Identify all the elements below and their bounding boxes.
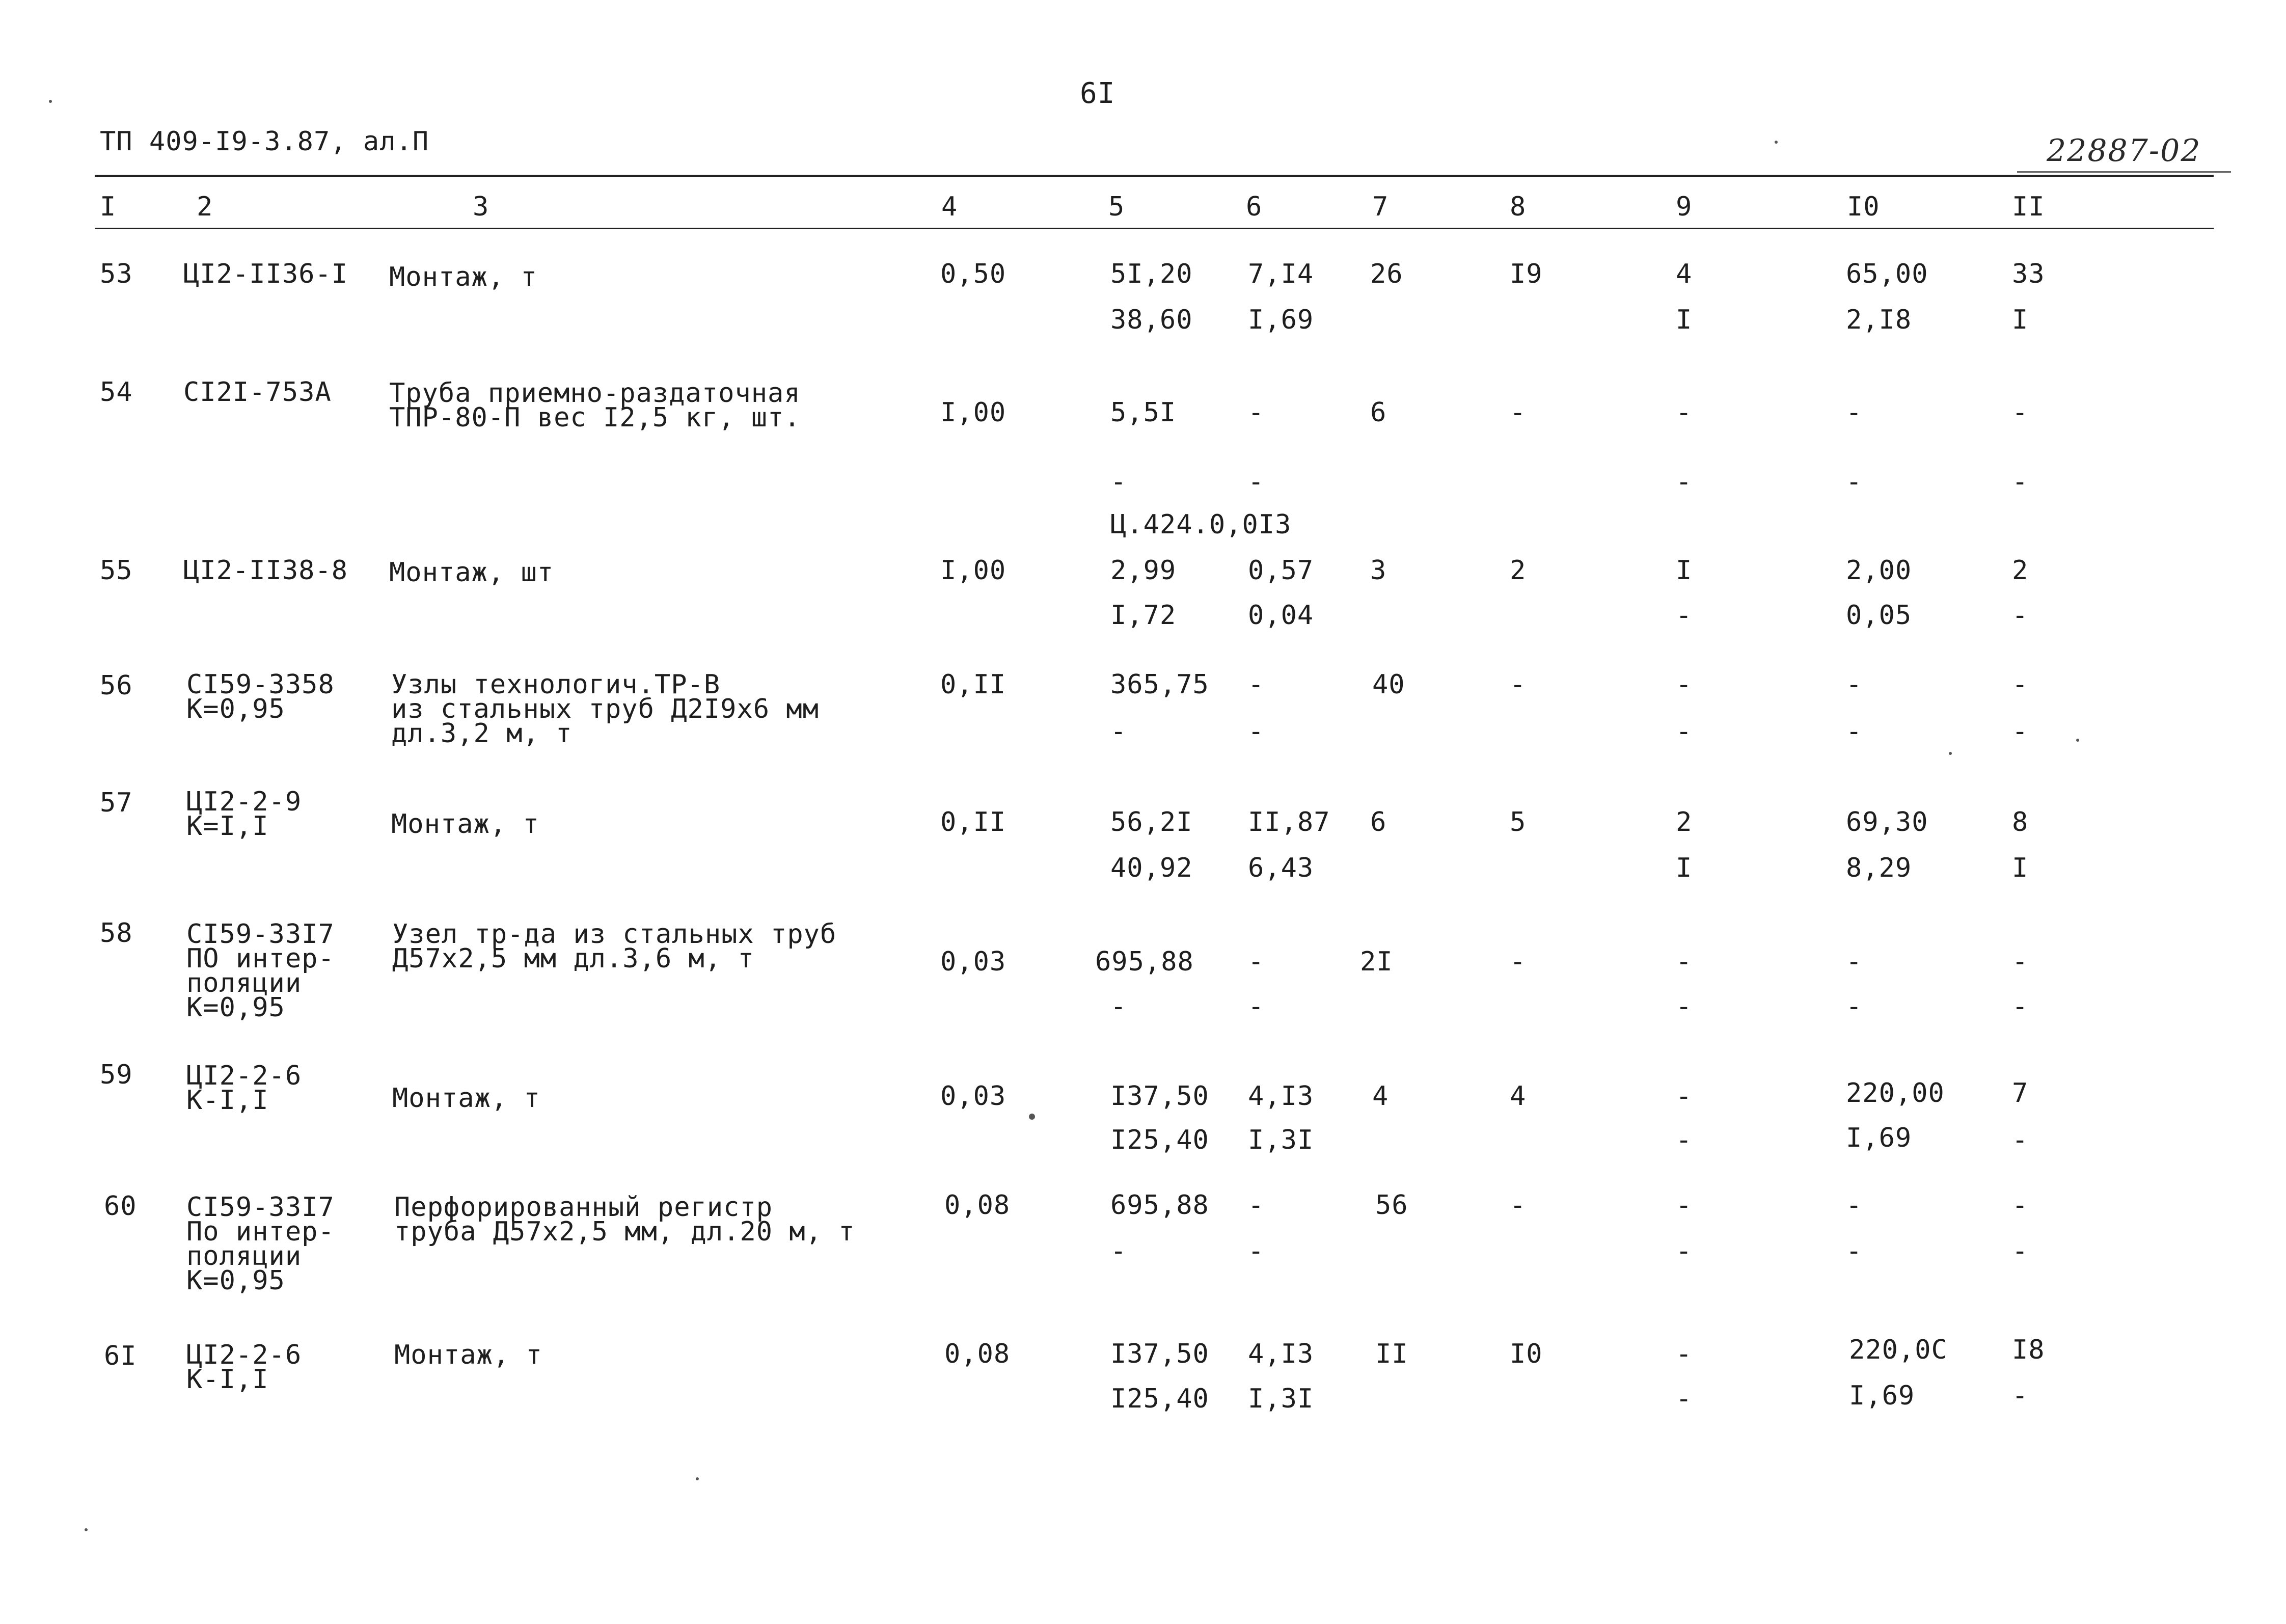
row-quantity: 0,03 bbox=[940, 1081, 1006, 1112]
row-col6-bottom: - bbox=[1248, 467, 1265, 497]
row-col10-bottom: 2,I8 bbox=[1846, 305, 1912, 335]
row-col9-top: - bbox=[1676, 1081, 1693, 1112]
row-col10-top: 220,0C bbox=[1849, 1335, 1948, 1365]
row-col11-bottom: I bbox=[2012, 305, 2029, 335]
row-description: Труба приемно-раздаточная ТПР-80-П вес I2,5 кг, шт. bbox=[389, 378, 801, 433]
row-quantity: 0,II bbox=[940, 807, 1006, 837]
row-quantity: 0,50 bbox=[940, 259, 1006, 289]
row-col10-bottom: - bbox=[1846, 991, 1863, 1022]
row-col9-bottom: I bbox=[1676, 853, 1693, 883]
row-col5-bottom: - bbox=[1110, 991, 1127, 1022]
row-col5-top: 56,2I bbox=[1110, 807, 1193, 837]
row-col5-top: 5I,20 bbox=[1110, 259, 1193, 289]
scan-speck bbox=[2076, 739, 2079, 742]
row-col11-bottom: - bbox=[2012, 991, 2029, 1022]
row-quantity: 0,08 bbox=[944, 1339, 1011, 1369]
row-col7: 3 bbox=[1370, 555, 1387, 586]
row-col6-top: II,87 bbox=[1248, 807, 1330, 837]
row-col10-bottom: - bbox=[1846, 1236, 1863, 1266]
row-number: 56 bbox=[100, 670, 133, 701]
row-col11-top: - bbox=[2012, 669, 2029, 700]
col-header-5: 5 bbox=[1108, 192, 1125, 222]
scan-speck bbox=[49, 100, 52, 103]
row-col10-bottom: 0,05 bbox=[1846, 600, 1912, 631]
row-col5-top: I37,50 bbox=[1110, 1339, 1209, 1369]
row-col9-top: - bbox=[1676, 1190, 1693, 1221]
row-quantity: 0,II bbox=[940, 669, 1006, 700]
col-header-11: II bbox=[2012, 192, 2045, 222]
row-col9-top: I bbox=[1676, 555, 1693, 586]
table-top-rule bbox=[95, 175, 2214, 177]
row-col10-top: 220,00 bbox=[1846, 1078, 1945, 1108]
row-col10-top: - bbox=[1846, 669, 1863, 700]
row-code: CI59-3358 K=0,95 bbox=[186, 669, 335, 724]
row-col7: II bbox=[1375, 1339, 1408, 1369]
row-number: 58 bbox=[100, 918, 133, 949]
row-col5-top: 695,88 bbox=[1110, 1190, 1209, 1221]
row-col11-top: 7 bbox=[2012, 1078, 2029, 1108]
row-col11-top: 33 bbox=[2012, 259, 2045, 289]
col-header-7: 7 bbox=[1372, 192, 1389, 222]
row-col5-bottom: - bbox=[1110, 716, 1127, 747]
row-col5-top: 365,75 bbox=[1110, 669, 1209, 700]
row-col11-bottom: - bbox=[2012, 716, 2029, 747]
row-code: CI59-33I7 По интер- поляции K=0,95 bbox=[186, 1192, 335, 1296]
row-col11-top: - bbox=[2012, 397, 2029, 428]
row-col6-bottom: I,3I bbox=[1248, 1125, 1314, 1155]
row-col7: 2I bbox=[1360, 946, 1393, 977]
scan-speck bbox=[1949, 752, 1952, 755]
row-col9-bottom: - bbox=[1676, 1125, 1693, 1155]
scan-speck bbox=[1775, 141, 1778, 144]
row-col9-bottom: - bbox=[1676, 600, 1693, 631]
row-col10-top: 2,00 bbox=[1846, 555, 1912, 586]
row-col8: I9 bbox=[1510, 259, 1543, 289]
row-col10-top: - bbox=[1846, 1190, 1863, 1221]
row-col6-bottom: 0,04 bbox=[1248, 600, 1314, 631]
row-col6-top: - bbox=[1248, 669, 1265, 700]
row-col5-bottom: - bbox=[1110, 467, 1127, 497]
row-quantity: 0,03 bbox=[940, 946, 1006, 977]
row-col5-top: I37,50 bbox=[1110, 1081, 1209, 1112]
row-col8: 2 bbox=[1510, 555, 1527, 586]
row-col9-bottom: - bbox=[1676, 716, 1693, 747]
row-col5-bottom: - bbox=[1110, 1236, 1127, 1266]
row-col9-top: - bbox=[1676, 1339, 1693, 1369]
row-col10-top: - bbox=[1846, 946, 1863, 977]
row-col9-top: 4 bbox=[1676, 259, 1693, 289]
row-col10-bottom: - bbox=[1846, 467, 1863, 497]
row-code: ЦI2-2-9 K=I,I bbox=[186, 787, 302, 842]
document-header: ТП 409-I9-3.87, ал.П bbox=[100, 126, 429, 157]
row-number: 59 bbox=[100, 1060, 133, 1090]
page-number: 6I bbox=[1080, 77, 1115, 110]
row-col7: 26 bbox=[1370, 259, 1403, 289]
row-quantity: I,00 bbox=[940, 397, 1006, 428]
row-col7: 40 bbox=[1372, 669, 1405, 700]
row-col11-bottom: I bbox=[2012, 853, 2029, 883]
row-description: Узлы технологич.ТР-В из стальных труб Д2I9х6 мм дл.3,2 м, т bbox=[391, 669, 819, 749]
row-number: 54 bbox=[100, 377, 133, 408]
row-description: Перфорированный регистр труба Д57х2,5 мм, дл.20 м, т bbox=[394, 1192, 855, 1247]
row-description: Монтаж, т bbox=[392, 1083, 540, 1114]
row-code: ЦI2-2-6 K-I,I bbox=[186, 1340, 302, 1395]
row-col7: 6 bbox=[1370, 397, 1387, 428]
row-number: 53 bbox=[100, 259, 133, 289]
row-quantity: I,00 bbox=[940, 555, 1006, 586]
row-col10-top: - bbox=[1846, 397, 1863, 428]
scan-speck bbox=[85, 1528, 88, 1531]
row-col10-top: 69,30 bbox=[1846, 807, 1928, 837]
row-col9-bottom: I bbox=[1676, 305, 1693, 335]
col-header-9: 9 bbox=[1676, 192, 1693, 222]
row-code: ЦI2-2-6 K-I,I bbox=[186, 1061, 302, 1116]
row-col6-bottom: 6,43 bbox=[1248, 853, 1314, 883]
row-col8: - bbox=[1510, 946, 1527, 977]
row-col11-top: 8 bbox=[2012, 807, 2029, 837]
row-col9-top: 2 bbox=[1676, 807, 1693, 837]
row-col11-top: - bbox=[2012, 946, 2029, 977]
row-col11-top: I8 bbox=[2012, 1335, 2045, 1365]
row-col11-bottom: - bbox=[2012, 600, 2029, 631]
scan-speck bbox=[696, 1477, 699, 1480]
row-col6-bottom: - bbox=[1248, 716, 1265, 747]
row-col11-bottom: - bbox=[2012, 1125, 2029, 1155]
row-col6-bottom: - bbox=[1248, 1236, 1265, 1266]
col-header-10: I0 bbox=[1847, 192, 1880, 222]
row-col5-top: 695,88 bbox=[1095, 946, 1194, 977]
row-col7: 6 bbox=[1370, 807, 1387, 837]
row-col9-top: - bbox=[1676, 397, 1693, 428]
row-extra-code: Ц.424.0,0I3 bbox=[1110, 509, 1292, 540]
row-code: CI2I-753A bbox=[183, 377, 332, 408]
col-header-2: 2 bbox=[197, 192, 213, 222]
row-col11-top: - bbox=[2012, 1190, 2029, 1221]
row-description: Монтаж, т bbox=[394, 1340, 542, 1370]
row-col7: 4 bbox=[1372, 1081, 1389, 1112]
col-header-8: 8 bbox=[1510, 192, 1527, 222]
row-col6-top: 4,I3 bbox=[1248, 1081, 1314, 1112]
row-col6-top: - bbox=[1248, 1190, 1265, 1221]
row-col10-bottom: 8,29 bbox=[1846, 853, 1912, 883]
row-col6-top: - bbox=[1248, 397, 1265, 428]
row-quantity: 0,08 bbox=[944, 1190, 1011, 1221]
row-description: Узел тр-да из стальных труб Д57х2,5 мм дл.3,6 м, т bbox=[392, 919, 837, 974]
row-col6-top: 7,I4 bbox=[1248, 259, 1314, 289]
row-col5-bottom: 38,60 bbox=[1110, 305, 1193, 335]
row-col8: I0 bbox=[1510, 1339, 1543, 1369]
row-number: 55 bbox=[100, 555, 133, 586]
row-description: Монтаж, т bbox=[389, 262, 537, 292]
row-col6-top: 0,57 bbox=[1248, 555, 1314, 586]
row-col8: - bbox=[1510, 669, 1527, 700]
row-number: 60 bbox=[104, 1191, 137, 1222]
row-col11-bottom: - bbox=[2012, 467, 2029, 497]
row-code: ЦI2-II38-8 bbox=[183, 555, 348, 586]
row-col11-bottom: - bbox=[2012, 1236, 2029, 1266]
stamp-number: 22887-02 bbox=[2047, 133, 2201, 169]
row-col6-bottom: - bbox=[1248, 991, 1265, 1022]
row-col8: - bbox=[1510, 1190, 1527, 1221]
row-col5-top: 5,5I bbox=[1110, 397, 1177, 428]
table-header-rule bbox=[95, 228, 2214, 229]
col-header-1: I bbox=[100, 192, 117, 222]
row-col5-bottom: I,72 bbox=[1110, 600, 1177, 631]
row-col7: 56 bbox=[1375, 1190, 1408, 1221]
col-header-6: 6 bbox=[1246, 192, 1263, 222]
row-col11-bottom: - bbox=[2012, 1381, 2029, 1411]
row-col10-bottom: I,69 bbox=[1849, 1381, 1915, 1411]
row-col5-bottom: I25,40 bbox=[1110, 1125, 1209, 1155]
row-col6-top: - bbox=[1248, 946, 1265, 977]
row-col10-top: 65,00 bbox=[1846, 259, 1928, 289]
row-col9-bottom: - bbox=[1676, 1236, 1693, 1266]
row-col8: - bbox=[1510, 397, 1527, 428]
row-col6-bottom: I,69 bbox=[1248, 305, 1314, 335]
row-col9-top: - bbox=[1676, 669, 1693, 700]
row-col9-top: - bbox=[1676, 946, 1693, 977]
row-col9-bottom: - bbox=[1676, 467, 1693, 497]
row-col5-top: 2,99 bbox=[1110, 555, 1177, 586]
row-number: 57 bbox=[100, 788, 133, 818]
row-col6-top: 4,I3 bbox=[1248, 1339, 1314, 1369]
row-col9-bottom: - bbox=[1676, 1384, 1693, 1414]
row-code: ЦI2-II36-I bbox=[183, 259, 348, 289]
row-col8: 5 bbox=[1510, 807, 1527, 837]
scan-speck bbox=[1029, 1114, 1035, 1120]
row-col11-top: 2 bbox=[2012, 555, 2029, 586]
row-description: Монтаж, шт bbox=[389, 557, 554, 588]
row-col5-bottom: 40,92 bbox=[1110, 853, 1193, 883]
stamp-underline bbox=[2017, 171, 2231, 173]
col-header-4: 4 bbox=[941, 192, 958, 222]
col-header-3: 3 bbox=[473, 192, 489, 222]
row-col8: 4 bbox=[1510, 1081, 1527, 1112]
row-number: 6I bbox=[104, 1341, 137, 1371]
row-col9-bottom: - bbox=[1676, 991, 1693, 1022]
row-code: CI59-33I7 ПО интер- поляции K=0,95 bbox=[186, 919, 335, 1023]
row-col5-bottom: I25,40 bbox=[1110, 1384, 1209, 1414]
row-description: Монтаж, т bbox=[391, 809, 539, 840]
row-col10-bottom: - bbox=[1846, 716, 1863, 747]
row-col10-bottom: I,69 bbox=[1846, 1123, 1912, 1153]
row-col6-bottom: I,3I bbox=[1248, 1384, 1314, 1414]
